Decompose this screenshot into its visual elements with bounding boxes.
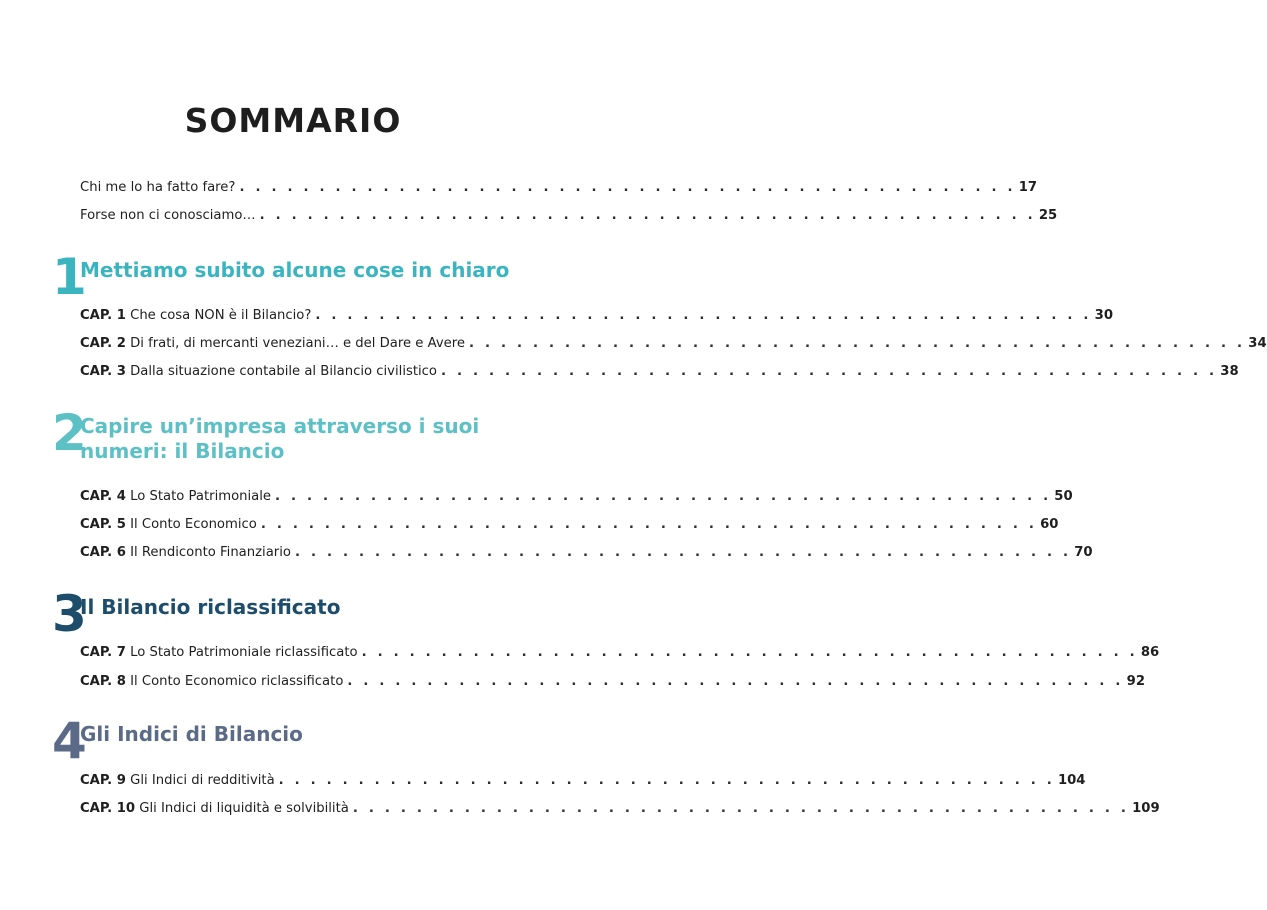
dot-leader: . . . . . . . . . . . . . . . . . . . . . . . . . . . . . . . . . . . . . . . . . . . . . . . . . [315, 308, 1092, 323]
dot-leader: . . . . . . . . . . . . . . . . . . . . . . . . . . . . . . . . . . . . . . . . . . . . . . . . . [239, 180, 1016, 195]
toc-entry-page: 109 [1132, 801, 1160, 816]
toc-entry-page: 30 [1094, 308, 1113, 323]
toc-entry-cap-3[interactable] [80, 362, 1239, 382]
toc-entry-cap-7[interactable] [80, 643, 1160, 663]
dot-leader: . . . . . . . . . . . . . . . . . . . . . . . . . . . . . . . . . . . . . . . . . . . . . . . . . [260, 517, 1038, 532]
toc-entry-intro-1[interactable] [80, 178, 1038, 198]
toc-entry-cap-2[interactable] [80, 334, 1267, 354]
part-number: 4 [52, 712, 86, 770]
dot-leader: . . . . . . . . . . . . . . . . . . . . . . . . . . . . . . . . . . . . . . . . . . . . . . . . . [361, 645, 1138, 660]
toc-entry-page: 17 [1018, 180, 1038, 195]
part-heading-4[interactable] [52, 712, 522, 770]
toc-entry-cap-5[interactable] [80, 515, 1059, 535]
chapter-label: CAP. 4 [80, 489, 126, 504]
toc-entry-title: Di frati, di mercanti veneziani… e del Dare e Avere [130, 336, 466, 351]
chapter-label: CAP. 1 [80, 308, 126, 323]
toc-entry-cap-1[interactable] [80, 306, 1113, 326]
toc-entry-title: Dalla situazione contabile al Bilancio civilistico [130, 364, 438, 379]
toc-entry-cap-8[interactable] [80, 672, 1146, 692]
toc-entry-title: Gli Indici di liquidità e solvibilità [139, 801, 349, 816]
part-title: Gli Indici di Bilancio [80, 722, 303, 746]
toc-entry-page: 50 [1054, 489, 1073, 504]
toc-entry-title: Il Conto Economico riclassificato [130, 674, 344, 689]
part-number: 1 [52, 248, 86, 306]
part-heading-3[interactable] [52, 585, 522, 643]
toc-entry-page: 70 [1074, 545, 1093, 560]
toc-entry-cap-10[interactable] [80, 799, 1160, 819]
dot-leader: . . . . . . . . . . . . . . . . . . . . . . . . . . . . . . . . . . . . . . . . . . . . . . . . . [278, 773, 1055, 788]
part-number: 3 [52, 585, 86, 643]
toc-entry-title: Lo Stato Patrimoniale [130, 489, 272, 504]
toc-entry-title: Chi me lo ha fatto fare? [80, 180, 236, 195]
chapter-label: CAP. 10 [80, 801, 136, 816]
toc-entry-intro-2[interactable] [80, 206, 1058, 226]
toc-entry-title: Lo Stato Patrimoniale riclassificato [130, 645, 358, 660]
page-title: SOMMARIO [184, 101, 402, 140]
toc-entry-page: 60 [1040, 517, 1059, 532]
toc-entry-title: Il Rendiconto Finanziario [130, 545, 291, 560]
part-heading-2[interactable] [52, 404, 522, 464]
toc-entry-page: 25 [1038, 208, 1058, 223]
toc-entry-page: 104 [1057, 773, 1086, 788]
toc-entry-title: Che cosa NON è il Bilancio? [130, 308, 312, 323]
toc-entry-page: 38 [1220, 364, 1239, 379]
part-heading-1[interactable] [52, 248, 522, 306]
part-number: 2 [52, 404, 86, 462]
chapter-label: CAP. 2 [80, 336, 126, 351]
toc-entry-page: 86 [1140, 645, 1160, 660]
chapter-label: CAP. 3 [80, 364, 126, 379]
toc-entry-page: 92 [1126, 674, 1146, 689]
chapter-label: CAP. 9 [80, 773, 126, 788]
dot-leader: . . . . . . . . . . . . . . . . . . . . . . . . . . . . . . . . . . . . . . . . . . . . . . . . . [259, 208, 1036, 223]
toc-entry-title: Il Conto Economico [130, 517, 257, 532]
dot-leader: . . . . . . . . . . . . . . . . . . . . . . . . . . . . . . . . . . . . . . . . . . . . . . . . . [441, 364, 1218, 379]
toc-entry-cap-6[interactable] [80, 543, 1093, 563]
part-title: Il Bilancio riclassificato [80, 595, 341, 619]
toc-entry-cap-9[interactable] [80, 771, 1086, 791]
part-title: Mettiamo subito alcune cose in chiaro [80, 258, 510, 282]
part-title: Capire un’impresa attraverso i suoi numeri: il Bilancio [80, 414, 480, 463]
dot-leader: . . . . . . . . . . . . . . . . . . . . . . . . . . . . . . . . . . . . . . . . . . . . . . . . . [469, 336, 1246, 351]
toc-entry-title: Forse non ci conosciamo… [80, 208, 256, 223]
toc-entry-title: Gli Indici di redditività [130, 773, 275, 788]
chapter-label: CAP. 5 [80, 517, 126, 532]
dot-leader: . . . . . . . . . . . . . . . . . . . . . . . . . . . . . . . . . . . . . . . . . . . . . . . . . [352, 801, 1130, 816]
dot-leader: . . . . . . . . . . . . . . . . . . . . . . . . . . . . . . . . . . . . . . . . . . . . . . . . . [347, 674, 1124, 689]
chapter-label: CAP. 7 [80, 645, 126, 660]
chapter-label: CAP. 8 [80, 674, 126, 689]
toc-entry-cap-4[interactable] [80, 487, 1073, 507]
dot-leader: . . . . . . . . . . . . . . . . . . . . . . . . . . . . . . . . . . . . . . . . . . . . . . . . . [275, 489, 1052, 504]
chapter-label: CAP. 6 [80, 545, 126, 560]
dot-leader: . . . . . . . . . . . . . . . . . . . . . . . . . . . . . . . . . . . . . . . . . . . . . . . . . [294, 545, 1072, 560]
toc-entry-page: 34 [1248, 336, 1267, 351]
